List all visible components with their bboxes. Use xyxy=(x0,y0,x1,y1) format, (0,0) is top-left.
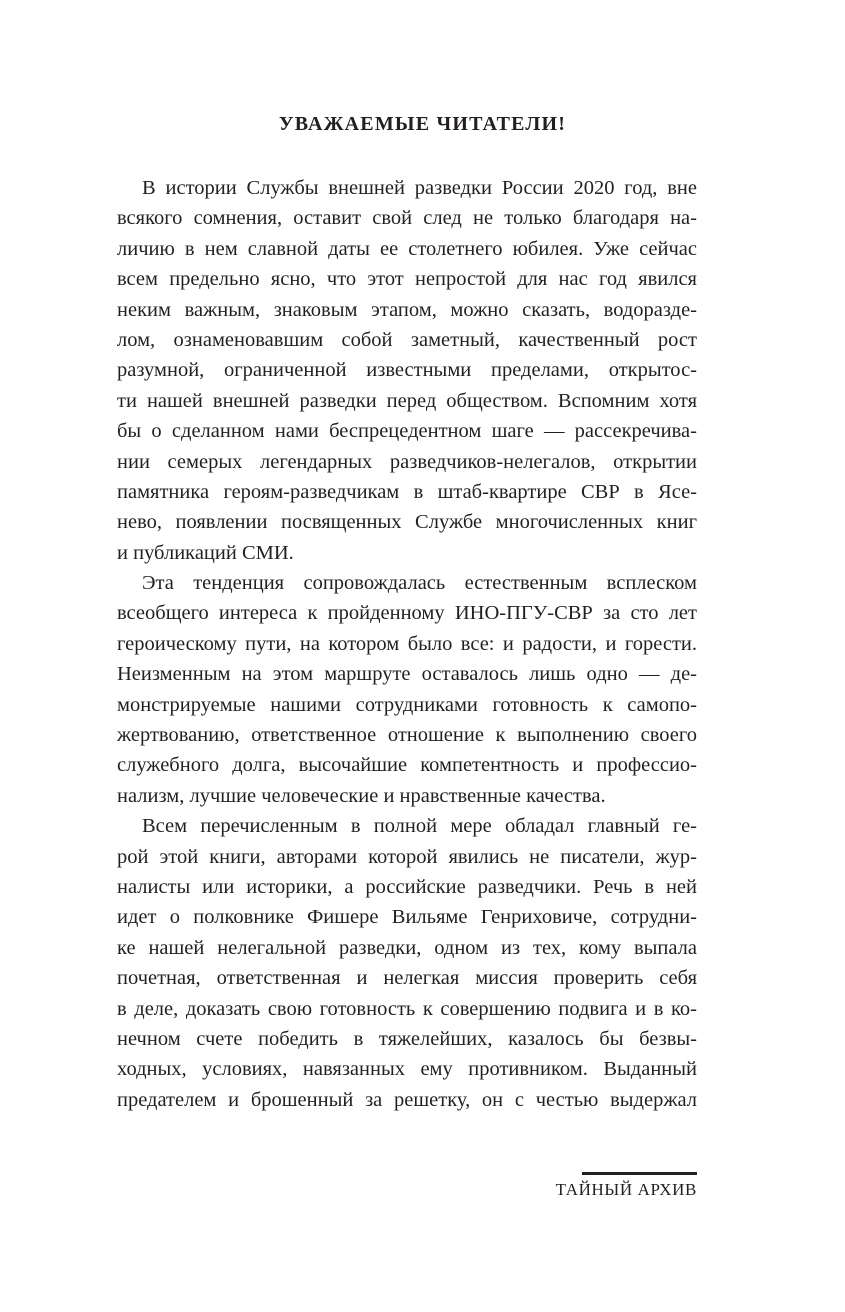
text-line: ходных, условиях, навязанных ему противником. Выданный xyxy=(117,1058,697,1081)
text-line: всякого сомнения, оставит свой след не только благодаря на- xyxy=(117,207,697,230)
footer-rule xyxy=(582,1172,697,1175)
text-line: в деле, доказать свою готовность к совершению подвига и в ко- xyxy=(117,997,697,1020)
text-line: неким важным, знаковым этапом, можно сказать, водоразде- xyxy=(117,298,697,321)
text-line: личию в нем славной даты ее столетнего юбилея. Уже сейчас xyxy=(117,237,697,260)
text-line: рой этой книги, авторами которой явились не писатели, жур- xyxy=(117,845,697,868)
text-line: Всем перечисленным в полной мере обладал главный ге- xyxy=(142,815,697,838)
text-line: памятника героям-разведчикам в штаб-квартире СВР в Ясе- xyxy=(117,480,697,503)
text-line: всеобщего интереса к пройденному ИНО-ПГУ-СВР за сто лет xyxy=(117,602,697,625)
text-line: жертвованию, ответственное отношение к выполнению своего xyxy=(117,724,697,747)
text-line: Неизменным на этом маршруте оставалось лишь одно — де- xyxy=(117,663,697,686)
text-line: нализм, лучшие человеческие и нравственные качества. xyxy=(117,784,606,807)
running-footer: ТАЙНЫЙ АРХИВ xyxy=(555,1180,697,1199)
text-line: и публикаций СМИ. xyxy=(117,541,294,564)
text-line: ке нашей нелегальной разведки, одном из тех, кому выпала xyxy=(117,936,697,959)
text-line: нечном счете победить в тяжелейших, казалось бы безвы- xyxy=(117,1027,697,1050)
text-line: разумной, ограниченной известными пределами, открытос- xyxy=(117,359,697,382)
text-line: Эта тенденция сопровождалась естественным всплеском xyxy=(142,572,697,595)
text-line: предателем и брошенный за решетку, он с честью выдержал xyxy=(117,1088,697,1111)
body-text xyxy=(117,173,697,1115)
text-line: налисты или историки, а российские разведчики. Речь в ней xyxy=(117,875,697,898)
text-line: нево, появлении посвященных Службе многочисленных книг xyxy=(117,511,697,534)
text-line: лом, ознаменовавшим собой заметный, качественный рост xyxy=(117,328,697,351)
text-line: почетная, ответственная и нелегкая миссия проверить себя xyxy=(117,967,697,990)
text-line: монстрируемые нашими сотрудниками готовность к самопо- xyxy=(117,693,697,716)
text-line: идет о полковнике Фишере Вильяме Генриховиче, сотрудни- xyxy=(117,906,697,929)
text-line: В истории Службы внешней разведки России 2020 год, вне xyxy=(142,177,697,199)
page-title: УВАЖАЕМЫЕ ЧИТАТЕЛИ! xyxy=(278,113,567,135)
text-line: бы о сделанном нами беспрецедентном шаге — рассекречива- xyxy=(117,420,697,443)
text-line: служебного долга, высочайшие компетентность и профессио- xyxy=(117,754,697,777)
text-line: нии семерых легендарных разведчиков-нелегалов, открытии xyxy=(117,450,697,473)
text-line: героическому пути, на котором было все: и радости, и горести. xyxy=(117,632,697,655)
text-line: всем предельно ясно, что этот непростой для нас год явился xyxy=(117,268,697,291)
text-line: ти нашей внешней разведки перед обществом. Вспомним хотя xyxy=(117,389,697,412)
